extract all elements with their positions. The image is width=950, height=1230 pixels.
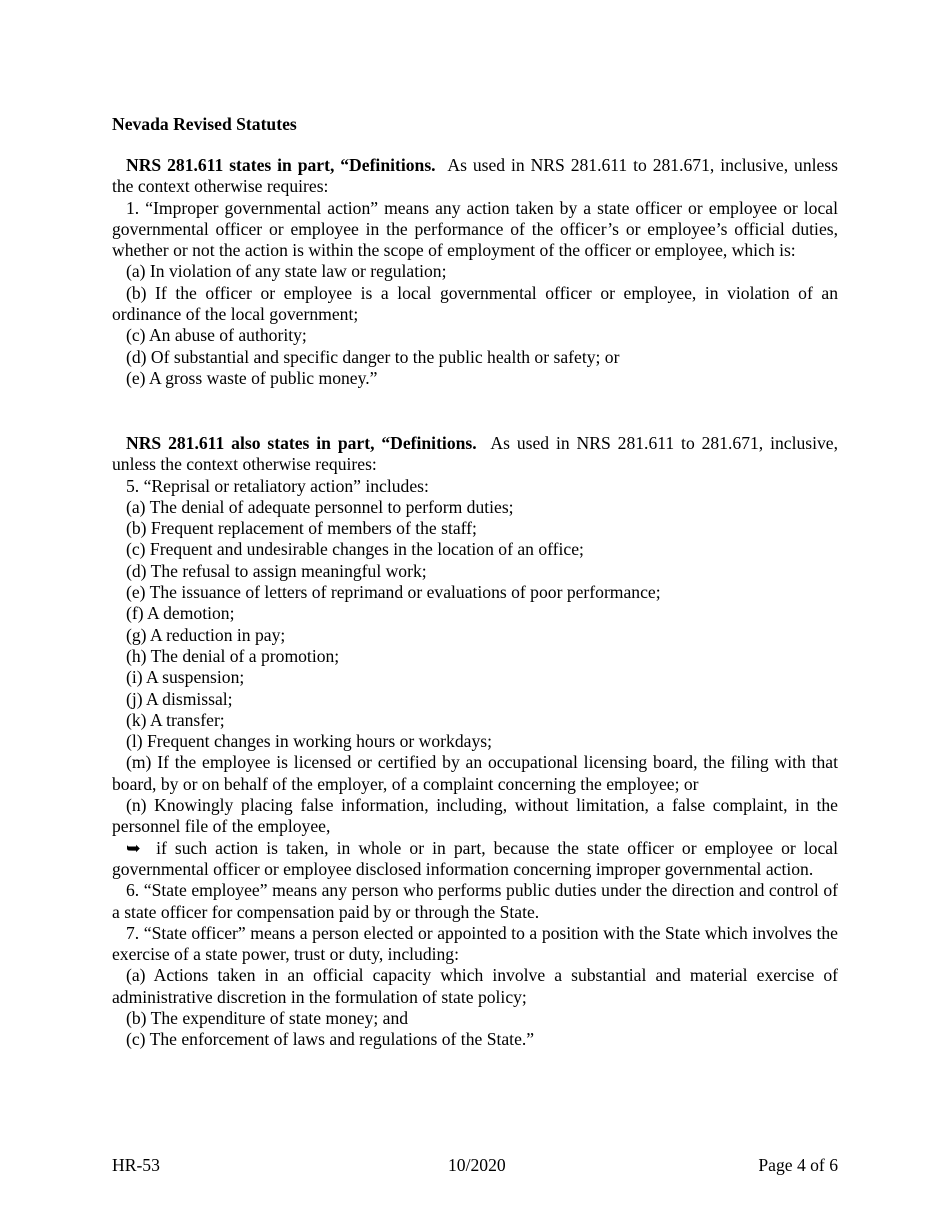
arrow-icon: ➥ — [126, 837, 141, 858]
list-item: (a) The denial of adequate personnel to perform duties; — [126, 496, 514, 517]
arrow-paragraph — [112, 838, 838, 881]
section-lead-bold: NRS 281.611 also states in part, “Definitions. — [126, 433, 477, 453]
list-item: (b) If the officer or employee is a local governmental officer or employee, in violation of an ordinance of the local government; — [112, 282, 838, 325]
list-item: 7. “State officer” means a person elected or appointed to a position with the State which involves the exercise of a state power, trust or duty, including: — [112, 922, 838, 965]
section-lead — [112, 433, 838, 476]
list-item: 1. “Improper governmental action” means any action taken by a state officer or employee or local governmental officer or employee in the performance of the officer’s or employee’s official duties, whether or not the action is within the scope of employment of the officer or employee, which is: — [112, 197, 838, 261]
list-item: (a) In violation of any state law or regulation; — [126, 261, 447, 282]
footer-date: 10/2020 — [448, 1155, 506, 1175]
list-item: (b) Frequent replacement of members of the staff; — [126, 518, 477, 539]
list-item: (j) A dismissal; — [126, 688, 233, 709]
list-item: (c) Frequent and undesirable changes in the location of an office; — [126, 539, 584, 560]
list-item: (d) Of substantial and specific danger to the public health or safety; or — [126, 346, 620, 367]
section-lead-bold: NRS 281.611 states in part, “Definitions. — [126, 155, 436, 175]
page-heading: Nevada Revised Statutes — [112, 114, 297, 134]
list-item: (c) An abuse of authority; — [126, 325, 307, 346]
section-lead — [112, 155, 838, 198]
list-item: 6. “State employee” means any person who performs public duties under the direction and control of a state officer for compensation paid by or through the State. — [112, 880, 838, 922]
list-item: (m) If the employee is licensed or certified by an occupational licensing board, the filing with that board, by or on behalf of the employer, of a complaint concerning the employee; or — [112, 752, 838, 794]
list-item: (k) A transfer; — [126, 709, 225, 730]
list-item: (d) The refusal to assign meaningful work; — [126, 560, 427, 581]
list-item: (f) A demotion; — [126, 603, 235, 624]
list-item: (a) Actions taken in an official capacity which involve a substantial and material exercise of administrative discretion in the formulation of state policy; — [112, 965, 838, 1007]
list-item: (i) A suspension; — [126, 667, 245, 688]
arrow-paragraph-text: if such action is taken, in whole or in part, because the state officer or employee or local governmental officer or employee disclosed information concerning improper governmental action. — [112, 837, 838, 879]
list-item: (e) A gross waste of public money.” — [126, 367, 378, 388]
list-item: (b) The expenditure of state money; and — [126, 1008, 409, 1029]
footer-page-number: Page 4 of 6 — [758, 1155, 838, 1175]
section-lead-text: As used in NRS 281.611 to 281.671, inclusive, unless the context otherwise requires: — [112, 155, 839, 197]
list-item: (l) Frequent changes in working hours or workdays; — [126, 731, 492, 752]
footer-form-number: HR-53 — [112, 1155, 160, 1175]
section-reprisal-definitions — [112, 433, 838, 1051]
list-item: (g) A reduction in pay; — [126, 624, 286, 645]
list-item: 5. “Reprisal or retaliatory action” includes: — [126, 475, 429, 496]
list-item: (e) The issuance of letters of reprimand or evaluations of poor performance; — [126, 582, 661, 603]
page-footer — [112, 1155, 838, 1176]
section-lead-text: As used in NRS 281.611 to 281.671, inclusive, unless the context otherwise requires: — [112, 433, 838, 475]
list-item: (c) The enforcement of laws and regulations of the State.” — [126, 1029, 535, 1050]
list-item: (h) The denial of a promotion; — [126, 645, 340, 666]
section-improper-governmental-action — [112, 155, 838, 389]
list-item: (n) Knowingly placing false information, including, without limitation, a false complaint, in the personnel file of the employee, — [112, 795, 838, 837]
